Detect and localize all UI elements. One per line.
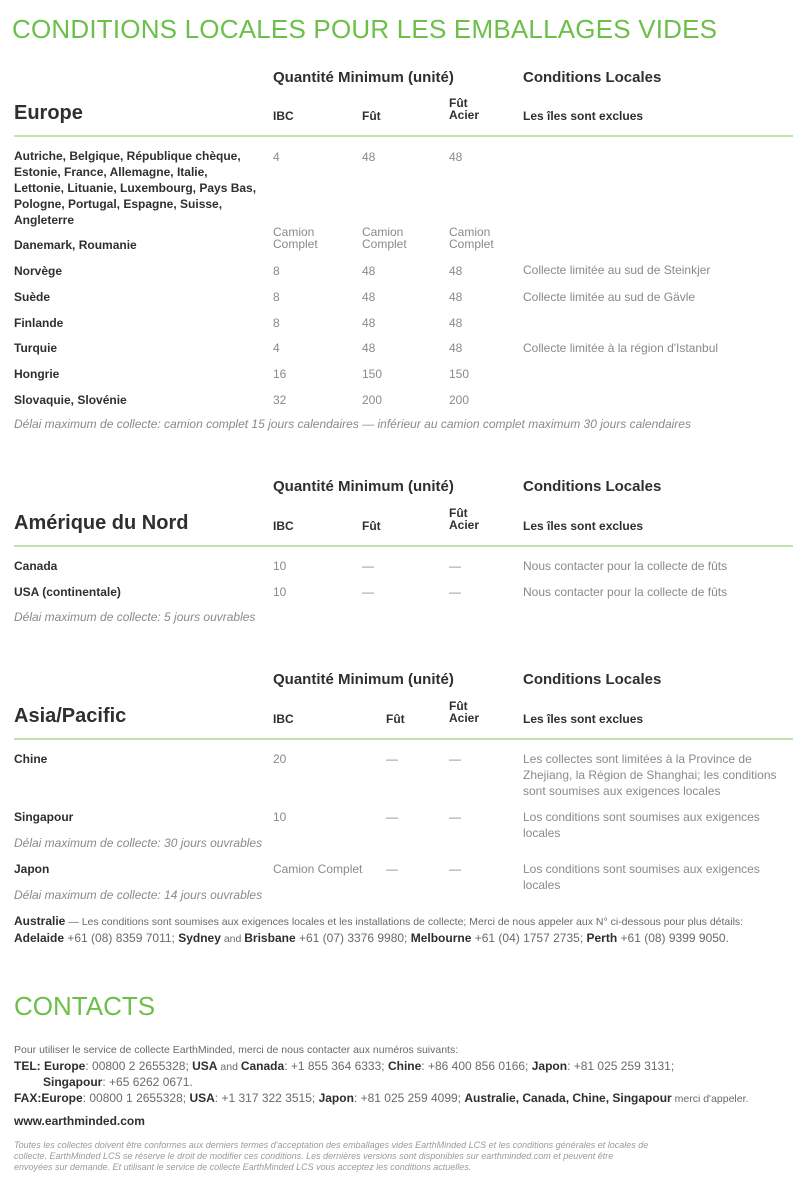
region-title: Europe [14,102,83,124]
country: Singapour [14,810,74,824]
cond-header: Conditions Locales [523,671,662,688]
fax-line: FAX:Europe: 00800 1 2655328; USA: +1 317 322 3515; Japon: +81 025 259 4099; Australie, Canada, Chine, Singapour merci d'appeler. [14,1091,749,1105]
header-rule [14,738,793,740]
condition: Los conditions sont soumises aux exigences locales [523,810,760,840]
header-rule [14,545,793,547]
fut-value: 48 [362,290,376,304]
australia-note: Australie — Les conditions sont soumises aux exigences locales et les installations de collecte; Merci de nous appeler aux N° ci-dessous pour plus détails: Adelaide +61 (08) 8359 7011; Sydney and Brisbane +61 (07) 3376 9980; Melbourne +61 (04) 1757 2735; Perth +61 (08) 9399 9050. [14,914,744,945]
fut-acier-header: Fût Acier [449,506,480,532]
fut-acier-header: Fût Acier [449,96,480,122]
country: Danemark, Roumanie [14,238,137,252]
ibc-value: 8 [273,316,280,330]
fut-value: — [386,862,398,876]
contacts-title: CONTACTS [14,991,156,1021]
ibc-value: Camion Complet [273,862,363,876]
ibc-value: Camion Complet [273,225,318,251]
acier-value: 48 [449,341,463,355]
fut-value: 48 [362,150,376,164]
fut-acier-header: Fût Acier [449,699,480,725]
cond-header: Conditions Locales [523,478,662,495]
country: Turquie [14,341,58,355]
country: Hongrie [14,367,60,381]
iles-header: Les îles sont exclues [523,519,644,533]
qty-header: Quantité Minimum (unité) [273,671,454,688]
ibc-value: 10 [273,559,287,573]
legal-disclaimer: Toutes les collectes doivent être conformes aux derniers termes d'acceptation des emballages vides EarthMinded LCS et les conditions générales et locales de collecte. EarthMinded LCS se réserve le droit de modifier ces conditions. Les dernières versions sont disponibles sur earthminded.com et peuvent être envoyées sur demande. Et utilisant le service de collecte EarthMinded LCS vous acceptez les conditions actuelles. [14,1140,649,1172]
ibc-value: 8 [273,264,280,278]
fut-header: Fût [362,519,381,533]
collection-delay-note: Délai maximum de collecte: camion complet 15 jours calendaires — inférieur au camion complet maximum 30 jours calendaires [14,417,691,431]
country: USA (continentale) [14,585,121,599]
acier-value: 150 [449,367,470,381]
condition: Collecte limitée à la région d'Istanbul [523,341,719,355]
region-title: Asia/Pacific [14,705,127,727]
page-title: CONDITIONS LOCALES POUR LES EMBALLAGES VIDES [12,14,718,44]
ibc-value: 20 [273,752,287,766]
fut-value: 150 [362,367,383,381]
acier-value: — [449,810,461,824]
website-link[interactable]: www.earthminded.com [14,1114,145,1128]
country: Autriche, Belgique, République chèque, Estonie, France, Allemagne, Italie, Lettonie, Lituanie, Luxembourg, Pays Bas, Pologne, Portugal, Espagne, Suisse, Angleterre [14,149,257,227]
ibc-header: IBC [273,712,294,726]
iles-header: Les îles sont exclues [523,109,644,123]
ibc-value: 16 [273,367,287,381]
qty-header: Quantité Minimum (unité) [273,478,454,495]
ibc-header: IBC [273,519,294,533]
fut-value: 48 [362,316,376,330]
fut-value: — [386,752,398,766]
collection-delay-note: Délai maximum de collecte: 5 jours ouvrables [14,610,256,624]
acier-value: 48 [449,290,463,304]
australia-text: Les conditions sont soumises aux exigences locales et les installations de collecte; Merci de nous appeler aux N° ci-dessous pour plus détails: [81,916,744,928]
tel-line-2: Singapour: +65 6262 0671. [43,1075,193,1089]
fut-value: 48 [362,264,376,278]
australia-label: Australie [14,914,66,928]
ibc-value: 4 [273,341,280,355]
contacts-intro: Pour utiliser le service de collecte EarthMinded, merci de nous contacter aux numéros suivants: [14,1044,459,1056]
condition: Nous contacter pour la collecte de fûts [523,559,728,573]
acier-value: — [449,585,461,599]
condition: Los conditions sont soumises aux exigences locales [523,862,760,892]
iles-header: Les îles sont exclues [523,712,644,726]
condition: Nous contacter pour la collecte de fûts [523,585,728,599]
country: Finlande [14,316,64,330]
collection-delay-note: Délai maximum de collecte: 30 jours ouvrables [14,836,263,850]
header-rule [14,135,793,137]
fut-value: Camion Complet [362,225,407,251]
fut-value: — [362,559,374,573]
acier-value: Camion Complet [449,225,494,251]
tel-line: TEL: Europe: 00800 2 2655328; USA and Canada: +1 855 364 6333; Chine: +86 400 856 0166; Japon: +81 025 259 3131; [14,1059,675,1073]
country: Chine [14,752,48,766]
country: Suède [14,290,51,304]
ibc-value: 32 [273,393,287,407]
ibc-value: 10 [273,585,287,599]
acier-value: 200 [449,393,470,407]
ibc-value: 4 [273,150,280,164]
acier-value: — [449,862,461,876]
fut-header: Fût [386,712,405,726]
fut-value: — [386,810,398,824]
country: Slovaquie, Slovénie [14,393,127,407]
ibc-value: 10 [273,810,287,824]
condition: Les collectes sont limitées à la Province de Zhejiang, la Région de Shanghai; les conditions sont soumises aux exigences locales [523,752,777,798]
country: Japon [14,862,50,876]
acier-value: 48 [449,264,463,278]
fut-value: 200 [362,393,383,407]
collection-delay-note: Délai maximum de collecte: 14 jours ouvrables [14,888,263,902]
ibc-value: 8 [273,290,280,304]
acier-value: — [449,559,461,573]
country: Norvège [14,264,63,278]
fut-header: Fût [362,109,381,123]
condition: Collecte limitée au sud de Gävle [523,290,696,304]
condition: Collecte limitée au sud de Steinkjer [523,263,711,277]
acier-value: — [449,752,461,766]
fut-value: 48 [362,341,376,355]
ibc-header: IBC [273,109,294,123]
fut-value: — [362,585,374,599]
acier-value: 48 [449,316,463,330]
region-title: Amérique du Nord [14,512,189,534]
qty-header: Quantité Minimum (unité) [273,69,454,86]
acier-value: 48 [449,150,463,164]
cond-header: Conditions Locales [523,69,662,86]
country: Canada [14,559,58,573]
